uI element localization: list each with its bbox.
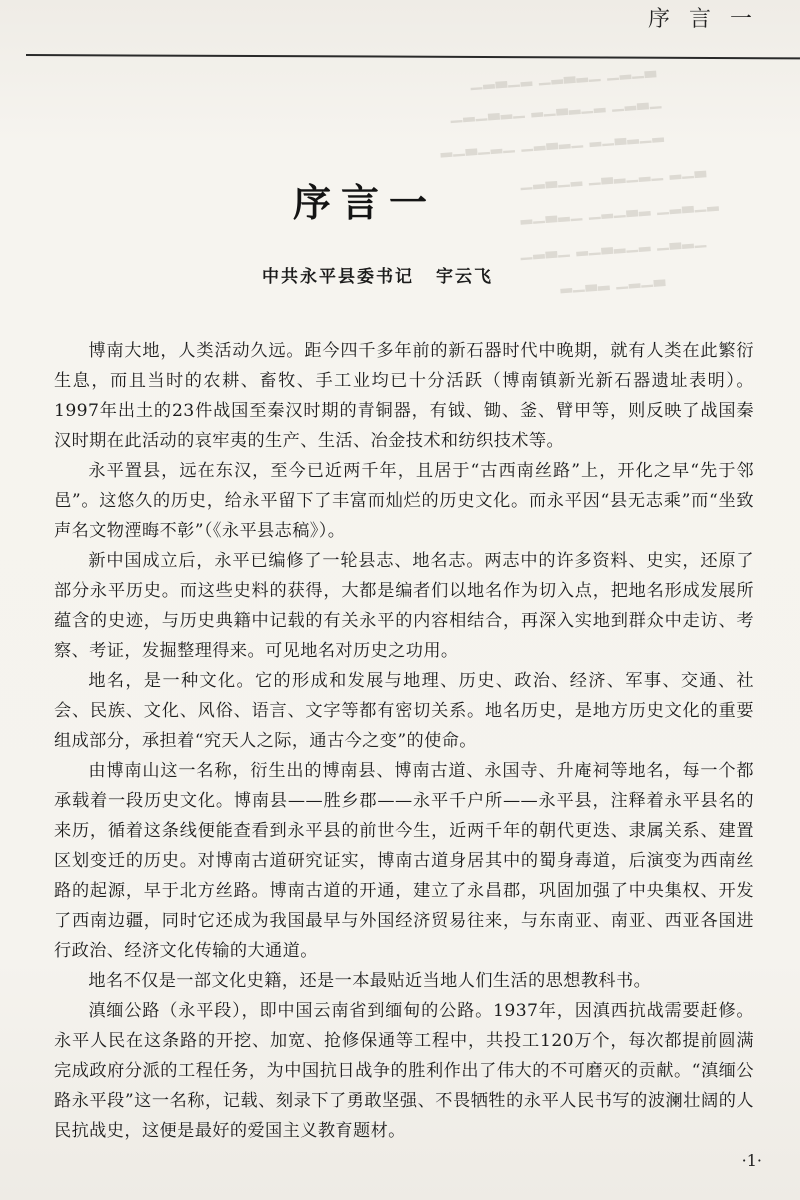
- paragraph: 由博南山这一名称，衍生出的博南县、博南古道、永国寺、升庵祠等地名，每一个都承载着一段历史文化。博南县——胜乡郡——永平千户所——永平县，注释着永平县名的来历，循着这条线便能查看到永平县的前世今生，近两千年的朝代更迭、隶属关系、建置区划变迁的历史。对博南古道研究证实，博南古道身居其中的蜀身毒道，后演变为西南丝路的起源，早于北方丝路。博南古道的开通，建立了永昌郡，巩固加强了中央集权、开发了西南边疆，同时它还成为我国最早与外国经济贸易往来，与东南亚、南亚、西亚各国进行政治、经济文化传输的大通道。: [54, 761, 754, 961]
- show-through-decoration: ▁▂▃▁▂ ▁▃▂▁▂▁ ▂▁▃: [519, 159, 708, 191]
- show-through-decoration: ▁▂▁▃▂▁ ▂▁▃▂▁▂ ▁▂▃▁: [449, 90, 663, 124]
- show-through-decoration: ▂▁▃▁▂▁ ▁▂▃▂▁ ▂▁▃▂▁▂: [439, 124, 666, 158]
- running-head: 序 言 一: [648, 7, 758, 32]
- paragraph: 滇缅公路（永平段），即中国云南省到缅甸的公路。1937年，因滇西抗战需要赶修。永平人民在这条路的开挖、加宽、抢修保通等工程中，共投工120万个，每次都提前圆满完成政府分派的工程任务，为中国抗日战争的胜利作出了伟大的不可磨灭的贡献。“滇缅公路永平段”这一名称，记载、刻录下了勇敢坚强、不畏牺牲的永平人民书写的波澜壮阔的人民抗战史，这便是最好的爱国主义教育题材。: [54, 1001, 754, 1141]
- author-name: 宇云飞: [436, 267, 493, 287]
- author-title: 中共永平县委书记: [262, 267, 414, 287]
- paragraph: 博南大地，人类活动久远。距今四千多年前的新石器时代中晚期，就有人类在此繁衍生息，而且当时的农耕、畜牧、手工业均已十分活跃（博南镇新光新石器遗址表明）。1997年出土的23件战国至秦汉时期的青铜器，有钺、锄、釜、臂甲等，则反映了战国秦汉时期在此活动的哀牢夷的生产、生活、冶金技术和纺织技术等。: [54, 341, 754, 451]
- paragraph: 地名不仅是一部文化史籍，还是一本最贴近当地人们生活的思想教科书。: [88, 971, 652, 991]
- page-number: ·1·: [741, 1151, 762, 1170]
- show-through-decoration: ▁▂▃▁ ▂▁▃▂▁▂ ▁▃▂▁: [519, 229, 708, 261]
- show-through-decoration: ▁▂▃▁▂ ▁▂▃▂▁ ▁▂▁▃: [469, 59, 658, 91]
- page-title: 序言一: [292, 181, 437, 225]
- body-text: [54, 336, 754, 1146]
- paragraph: 新中国成立后，永平已编修了一轮县志、地名志。两志中的许多资料、史实，还原了部分永平历史。而这些史料的获得，大都是编者们以地名作为切入点，把地名形成发展所蕴含的史迹，与历史典籍中记载的有关永平的内容相结合，再深入实地到群众中走访、考察、考证，发掘整理得来。可见地名对历史之功用。: [54, 551, 754, 661]
- paragraph: 地名，是一种文化。它的形成和发展与地理、历史、政治、经济、军事、交通、社会、民族、文化、风俗、语言、文字等都有密切关系。地名历史，是地方历史文化的重要组成部分，承担着“究天人之际，通古今之变”的使命。: [54, 671, 754, 751]
- show-through-decoration: ▂▁▃▂▁ ▁▂▁▃▂ ▁▂▃▁▂: [519, 193, 720, 225]
- paragraph: 永平置县，远在东汉，至今已近两千年，且居于“古西南丝路”上，开化之早“先于邻邑”。这悠久的历史，给永平留下了丰富而灿烂的历史文化。而永平因“县无志乘”而“坐致声名文物湮晦不彰”（《永平县志稿》）。: [54, 461, 754, 541]
- byline: [262, 262, 493, 287]
- show-through-decoration: ▂▁▃▂ ▁▂▁▃: [559, 268, 667, 294]
- header-rule: [26, 54, 800, 59]
